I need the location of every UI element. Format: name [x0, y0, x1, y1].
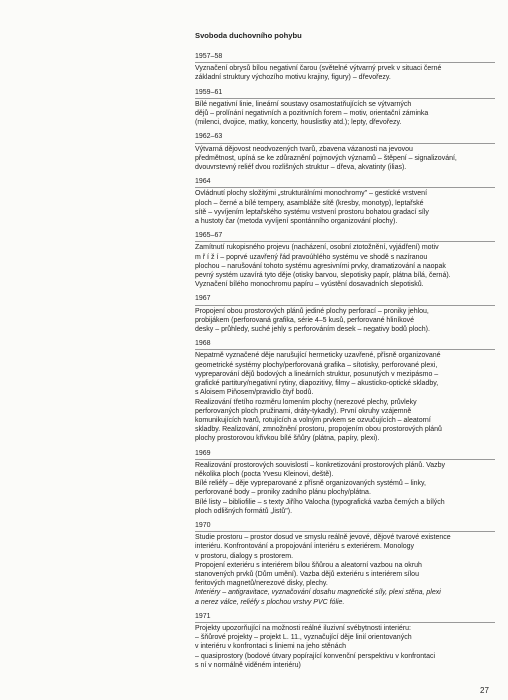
entry-text: Studie prostoru – prostor dosud ve smyslu reálně jevové, dějové tvarové existence interiéru. Konfrontování a propojování interiéru s exteriérem. Monology v prostoru, dialogy s prostorem. Propojení exteriéru s interiérem bílou šňůrou a aleatorní vazbou na okruh stanovených prvků (Dům umění). Vazba dějů exteriéru s interiérem sílou feritových magnetů/nerezové disky, plechy.: [195, 534, 451, 588]
entry-year: 1957–58: [195, 53, 223, 60]
divider: [195, 305, 495, 306]
entry-text: Bílé negativní linie, lineární soustavy osamostatňujících se výtvarných dějů – prolínání negativních a pozitivních forem – motiv, orientační záminka (milenci, dvojice, matky, koncerty, houslistky atd.); lepty, dřevořezy.: [195, 100, 429, 127]
entry-1962-63: [195, 132, 495, 172]
entry-year: 1969: [195, 449, 211, 457]
divider: [195, 459, 495, 460]
entry-text: Výtvarná dějovost neodvozených tvarů, zbavena vázanosti na jevovou předmětnost, upíná se ke zdůraznění pojmových významů – štěpení – signalizování, dvouvrstevný reliéf dvou rozlišných struktur – dřeva, akvatinty (ilias).: [195, 145, 457, 172]
entry-text: Nepatrně vyznačené děje narušující hermeticky uzavřené, přísně organizované geometrické systémy plochy/perforovaná grafika – sítotisky, perforované plexi, vypreparování dějů bodových a lineárních struktur, posunutých v mezipásmo – grafické partitury/negativní rytiny, diapozitivy, filmy – akusticko-optické skladby, s Aloisem Piňosem/pravidlo čtyř bodů. Realizování třetího rozměru lomením plochy (nerezové plechy, průvleky perforovaných ploch pružinami, dráty-tykadly). První okruhy vzájemně komunikujících tvarů, rotujících a volným prvkem se ozvučujících – aleatorní skladby. Realizování, zmnožnění prostoru, propojením obou prostorových plánů plochy prostorovou křivkou bílé šňůry (plátna, papíry, plexi).: [195, 352, 442, 443]
page-number: 27: [480, 686, 489, 695]
divider: [195, 241, 495, 242]
entry-year: 1962–63: [195, 133, 223, 141]
entry-year: 1959–61: [195, 88, 223, 96]
text-column: [195, 31, 495, 675]
entry-text: Ovládnutí plochy složitými „strukturálními monochromy" – gestické vrstvení ploch – černé a bílé tempery, asambláže sítě (kresby, monotyp), leptařské sítě – vyvíjením leptařského systému vrstvení prostoru bohatou gradací síly a hustoty čar (metoda vyvíjení spontánního organizování plochy).: [195, 190, 429, 226]
divider: [195, 622, 495, 623]
entry-text: Projekty upozorňující na možnosti reálné iluzivní svébytnosti interiéru: – šňůrové projekty – projekt L. 11., vyznačující děje linií orientovaných v interiéru v konfrontaci s liniemi na jeho stěnách – quasiprostory (bodové útvary popírající konvenční perspektivu v konfrontaci s ní v normálně viděném interiéru): [195, 624, 436, 669]
divider: [195, 98, 495, 99]
page-heading: Svoboda duchovního pohybu: [195, 31, 302, 40]
divider: [195, 531, 495, 532]
entry-1971: [195, 612, 495, 670]
entry-1967: [195, 294, 495, 334]
divider: [195, 62, 495, 63]
divider: [195, 143, 495, 144]
entry-1964: [195, 177, 495, 226]
divider: [195, 349, 495, 350]
entry-1969: [195, 449, 495, 516]
entry-text: Propojení obou prostorových plánů jediné plochy perforací – proniky jehlou, probijákem (perforovaná grafika, série 4–5 kusů, perforované hliníkové desky – průhledy, suché jehly s perforováním desek – negativy bodů ploch).: [195, 307, 430, 334]
entry-italic-text: Interiéry – antigravitace, vyznačování dosahu magnetické síly, plexi stěna, plexi a nerez válce, reliéfy s plochou vrstvy PVC fólie.: [195, 589, 441, 606]
entry-1965-67: [195, 231, 495, 289]
entry-year: 1965–67: [195, 232, 223, 240]
entry-1968: [195, 339, 495, 443]
entry-year: 1968: [195, 340, 211, 348]
entry-text: Realizování prostorových souvislostí – konkretizování prostorových plánů. Vazby několika ploch (pocta Yvesu Kleinovi, deště). Bílé reliéfy – děje vypreparované z přísně organizovaných systémů – linky, perforované body – proniky zadního plánu plochy/plátna. Bílé listy – bibliofilie – s texty Jiřího Valocha (typografická vazba černých a bílých ploch odlišných formátů „listů").: [195, 461, 446, 515]
entry-year: 1967: [195, 295, 211, 303]
divider: [195, 187, 495, 188]
entry-year: 1964: [195, 178, 211, 186]
entry-year: 1971: [195, 612, 211, 620]
entry-1959-61: [195, 88, 495, 128]
entry-text: Vyznačení obrysů bílou negativní čarou (světelné výtvarný prvek v situaci černé základní struktury výchozího motivu krajiny, figury) – dřevořezy.: [195, 65, 442, 82]
entry-1970: [195, 521, 495, 607]
entry-year: 1970: [195, 521, 211, 529]
entry-1957-58: [195, 52, 495, 83]
entry-text: Zamítnutí rukopisného projevu (nacházení, osobní ztotožnění, vyjádření) motiv m ř í ž í – poprvé uzavřený řád pravoúhlého systému ve shodě s nazíranou plochou – narušování tohoto systému agresivními prvky, dramatizování a naopak pevný systém uzavírá tyto děje (otisky barvou, slepotisky papír, plátna bílá, černá). Vyznačení bílého monochromu papíru – vyústění dosavadních slepotisků.: [195, 244, 451, 289]
